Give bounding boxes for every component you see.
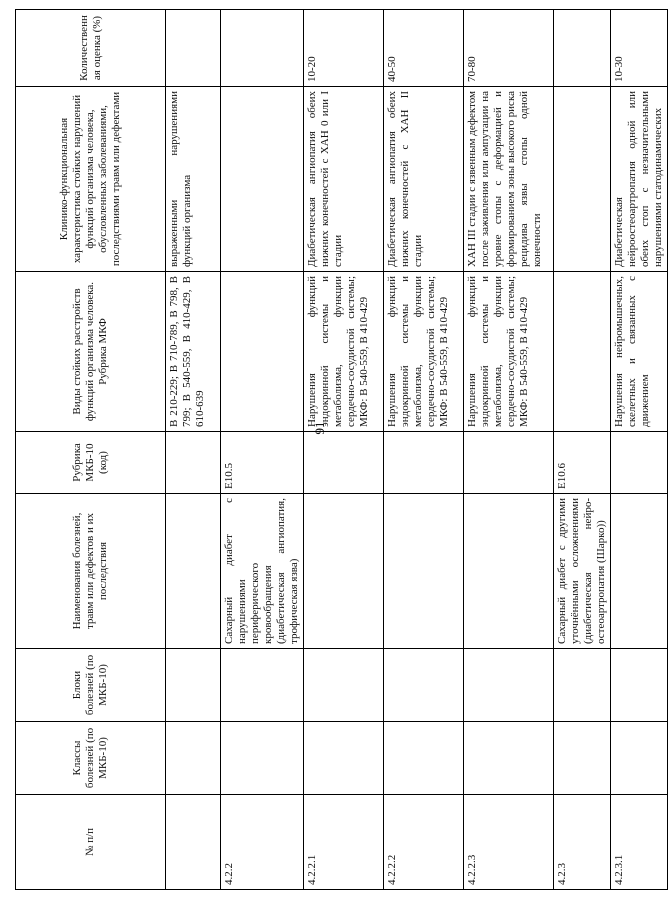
row-characteristic: выраженными нарушениями функций организма: [166, 87, 221, 272]
row-score: [166, 10, 221, 87]
row-class: [221, 722, 304, 795]
row-number: 4.2.3: [553, 795, 610, 890]
row-block: [303, 649, 383, 722]
row-code: [610, 432, 667, 494]
row-class: [383, 722, 463, 795]
row-name: [303, 494, 383, 649]
row-disorder-type: Нарушения функций эндокринной системы и метаболизма, функции сердечно-сосудистой системы; МКФ: В 540-559, В 410-429: [303, 272, 383, 432]
header-quantitative-score: Количественная оценка (%): [16, 10, 166, 87]
row-score: [221, 10, 304, 87]
row-class: [463, 722, 553, 795]
row-disorder-type: Нарушения функций эндокринной системы и метаболизма, функции сердечно-сосудистой системы; МКФ: В 540-559, В 410-429: [383, 272, 463, 432]
row-number: 4.2.3.1: [610, 795, 667, 890]
table-header-row: [16, 10, 166, 890]
row-number: 4.2.2.3: [463, 795, 553, 890]
row-characteristic: Диабетическая нейроостеоартропатия одной или обеих стоп с незначительными нарушениями статодинамических: [610, 87, 667, 272]
header-icd-code: Рубрика МКБ-10 (код): [16, 432, 166, 494]
row-name: Сахарный диабет с другими уточнёнными осложнениями (диабетическая нейро-остеоартропатия (Шарко)): [553, 494, 610, 649]
row-name: [166, 494, 221, 649]
row-class: [303, 722, 383, 795]
table-row: [463, 10, 553, 890]
header-disease-block: Блоки болезней (по МКБ-10): [16, 649, 166, 722]
disability-criteria-table: [15, 9, 668, 890]
row-score: 10-20: [303, 10, 383, 87]
row-disorder-type: [221, 272, 304, 432]
row-characteristic: [553, 87, 610, 272]
row-number: [166, 795, 221, 890]
header-clinical-characteristic: Клинико-функциональная характеристика стойких нарушений функций организма человека, обусловленных заболеваниями, последствиями травм или дефектами: [16, 87, 166, 272]
table-row: [303, 10, 383, 890]
row-number: 4.2.2: [221, 795, 304, 890]
row-code: [463, 432, 553, 494]
row-name: [610, 494, 667, 649]
table-row: [553, 10, 610, 890]
row-block: [463, 649, 553, 722]
header-disease-name: Наименования болезней, травм или дефектов и их последствия: [16, 494, 166, 649]
header-disorder-type: Виды стойких расстройств функций организма человека. Рубрика МКФ: [16, 272, 166, 432]
row-disorder-type: Нарушения нейромышечных, скелетных и связанных с движением: [610, 272, 667, 432]
row-characteristic: Диабетическая ангиопатия обеих нижних конечностей с ХАН 0 или I стадии: [303, 87, 383, 272]
row-name: Сахарный диабет с нарушениями периферического кровообращения (диабетическая ангиопатия, трофическая язва): [221, 494, 304, 649]
row-code: Е10.5: [221, 432, 304, 494]
row-number: 4.2.2.1: [303, 795, 383, 890]
table-row: [610, 10, 667, 890]
table-row: [166, 10, 221, 890]
row-code: [303, 432, 383, 494]
table-row: [221, 10, 304, 890]
row-disorder-type: Нарушения функций эндокринной системы и метаболизма, функции сердечно-сосудистой системы; МКФ: В 540-559, В 410-429: [463, 272, 553, 432]
row-characteristic: [221, 87, 304, 272]
row-number: 4.2.2.2: [383, 795, 463, 890]
row-block: [610, 649, 667, 722]
row-class: [166, 722, 221, 795]
row-disorder-type: В 210-229; В 710-789, В 798, В 799; В 540-559, В 410-429, В 610-639: [166, 272, 221, 432]
row-class: [553, 722, 610, 795]
page-number: 91: [312, 421, 327, 435]
row-score: 40-50: [383, 10, 463, 87]
row-code: [166, 432, 221, 494]
row-code: Е10.6: [553, 432, 610, 494]
table-row: [383, 10, 463, 890]
row-score: 10-30: [610, 10, 667, 87]
row-disorder-type: [553, 272, 610, 432]
row-class: [610, 722, 667, 795]
row-block: [383, 649, 463, 722]
row-block: [221, 649, 304, 722]
row-characteristic: ХАН III стадии с язвенным дефектом после заживления или ампутации на уровне стопы с деформацией и формированием зоны высокого риска рецидива язвы стопы одной конечности: [463, 87, 553, 272]
row-block: [553, 649, 610, 722]
header-disease-class: Классы болезней (по МКБ-10): [16, 722, 166, 795]
row-score: 70-80: [463, 10, 553, 87]
row-score: [553, 10, 610, 87]
row-code: [383, 432, 463, 494]
row-block: [166, 649, 221, 722]
header-number: № п/п: [16, 795, 166, 890]
row-name: [463, 494, 553, 649]
row-name: [383, 494, 463, 649]
row-characteristic: Диабетическая ангиопатия обеих нижних конечностей с ХАН II стадии: [383, 87, 463, 272]
rotated-table-container: [15, 10, 664, 890]
